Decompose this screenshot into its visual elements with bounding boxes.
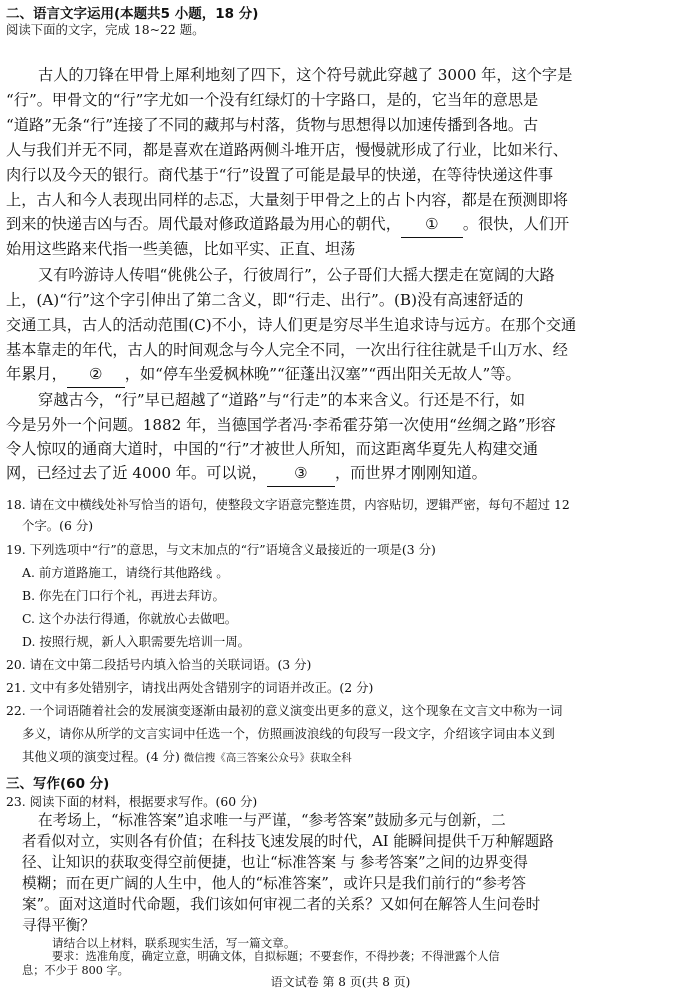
option-b[interactable]: B. 你先在门口行个礼，再进去拜访。 — [22, 588, 225, 603]
question-21: 21. 文中有多处错别字，请找出两处含错别字的词语并改正。(2 分) — [6, 680, 374, 695]
passage-line: 肉行以及今天的银行。商代基于“行”设置了可能是最早的快递，在等待快递这件事 — [6, 166, 554, 184]
passage-line: 穿越古今，“行”早已超越了“道路”与“行走”的本来含义。行还是不行，如 — [38, 391, 526, 409]
passage-line: 上，(A)“行”这个字引伸出了第二含义，即“行走、出行”。(B)没有高速舒适的 — [6, 291, 524, 309]
passage-line: 上，古人和今人表现出同样的忐忑，大量刻于甲骨之上的占卜内容，都是在预测即将 — [6, 191, 568, 209]
passage-text: ，如“停车坐爱枫林晚”“征蓬出汉塞”“西出阳关无故人”等。 — [124, 365, 521, 383]
question-22-cont: 多义，请你从所学的文言实词中任选一个，仿照画波浪线的句段写一段文字，介绍该字词由本义到 — [22, 726, 555, 741]
blank-2[interactable]: ② — [67, 362, 125, 388]
passage-line: 基本靠走的年代，古人的时间观念与今人完全不同，一次出行往往就是千山万水、经 — [6, 341, 568, 359]
passage-text: 网，已经过去了近 4000 年。可以说， — [6, 464, 267, 482]
passage-line: 人与我们并无不同，都是喜欢在道路两侧斗堆开店，慢慢就形成了行业，比如米行、 — [6, 141, 568, 159]
passage-line: “道路”无条“行”连接了不同的藏邦与村落，货物与思想得以加速传播到各地。古 — [6, 116, 539, 134]
material-line: 在考场上，“标准答案”追求唯一与严谨，“参考答案”鼓励多元与创新，二 — [38, 812, 506, 829]
writing-prompt: 请结合以上材料，联系现实生活，写一篇文章。 — [52, 936, 296, 950]
passage-line — [6, 212, 569, 238]
question-18: 18. 请在文中横线处补写恰当的语句，使整段文字语意完整连贯，内容贴切，逻辑严密，每句不超过 12 — [6, 497, 570, 512]
wechat-note: 微信搜《高三答案公众号》获取全科 — [183, 752, 352, 764]
option-c[interactable]: C. 这个办法行得通，你就放心去做吧。 — [22, 611, 238, 626]
material-line: 案”。面对这道时代命题，我们该如何审视二者的关系？又如何在解答人生问卷时 — [22, 896, 541, 913]
passage-text: ，而世界才刚刚知道。 — [334, 464, 487, 482]
page-footer: 语文试卷 第 8 页(共 8 页) — [270, 975, 411, 989]
question-20: 20. 请在文中第二段括号内填入恰当的关联词语。(3 分) — [6, 657, 312, 672]
question-22: 22. 一个词语随着社会的发展演变逐渐由最初的意义演变出更多的意义，这个现象在文言文中称为一词 — [6, 703, 563, 718]
question-18-cont: 个字。(6 分) — [22, 518, 94, 533]
material-line: 径、让知识的获取变得空前便捷，也让“标准答案 与 参考答案”之间的边界变得 — [22, 854, 528, 871]
question-23: 23. 阅读下面的材料，根据要求写作。(60 分) — [6, 794, 258, 809]
passage-line: 交通工具，古人的活动范围(C)不小，诗人们更是穷尽半生追求诗与远方。在那个交通 — [6, 316, 577, 334]
option-d[interactable]: D. 按照行规，新人入职需要先培训一周。 — [22, 634, 251, 649]
passage-line: 又有吟游诗人传唱“佻佻公子，行彼周行”，公子哥们大摇大摆走在宽阔的大路 — [38, 266, 555, 284]
question-22-tail: 其他义项的演变过程。(4 分) — [22, 749, 180, 764]
passage-line: 古人的刀锋在甲骨上犀利地刻了四下，这个符号就此穿越了 3000 年，这个字是 — [38, 66, 573, 84]
passage-line: 始用这些路来代指一些美德，比如平实、正直、坦荡 — [6, 240, 356, 258]
writing-requirements-cont: 息；不少于 800 字。 — [22, 964, 129, 977]
question-22-cont — [22, 749, 352, 766]
option-a[interactable]: A. 前方道路施工，请绕行其他路线 。 — [22, 565, 229, 580]
section-3-title: 三、写作(60 分) — [6, 776, 110, 792]
material-line: 寻得平衡？ — [22, 917, 95, 934]
blank-3[interactable]: ③ — [267, 461, 335, 487]
passage-text: 年累月， — [6, 365, 67, 383]
material-line: 者看似对立，实则各有价值；在科技飞速发展的时代，AI 能瞬间提供千万种解题路 — [22, 833, 554, 850]
passage-line: 令人惊叹的通商大道时，中国的“行”才被世人所知，而这距离华夏先人构建交通 — [6, 440, 538, 458]
passage-line — [6, 362, 521, 388]
passage-line: 今是另外一个问题。1882 年，当德国学者冯·李希霍芬第一次使用“丝绸之路”形容 — [6, 416, 556, 434]
passage-text: 。很快，人们开 — [462, 215, 570, 233]
material-line: 模糊；而在更广阔的人生中，他人的“标准答案”，或许只是我们前行的“参考答 — [22, 875, 526, 892]
passage-text: 到来的快递吉凶与否。周代最对修政道路最为用心的朝代， — [6, 215, 401, 233]
reading-instruction: 阅读下面的文字，完成 18~22 题。 — [6, 22, 205, 37]
section-2-title: 二、语言文字运用(本题共5 小题，18 分) — [6, 6, 259, 22]
question-19: 19. 下列选项中“行”的意思，与文末加点的“行”语境含义最接近的一项是(3 分) — [6, 542, 436, 557]
blank-1[interactable]: ① — [401, 212, 463, 238]
passage-line — [6, 461, 487, 487]
passage-line: “行”。甲骨文的“行”字尤如一个没有红绿灯的十字路口，是的，它当年的意思是 — [6, 91, 539, 109]
writing-requirements: 要求：选准角度，确定立意，明确文体，自拟标题；不要套作，不得抄袭；不得泄露个人信 — [52, 950, 500, 963]
